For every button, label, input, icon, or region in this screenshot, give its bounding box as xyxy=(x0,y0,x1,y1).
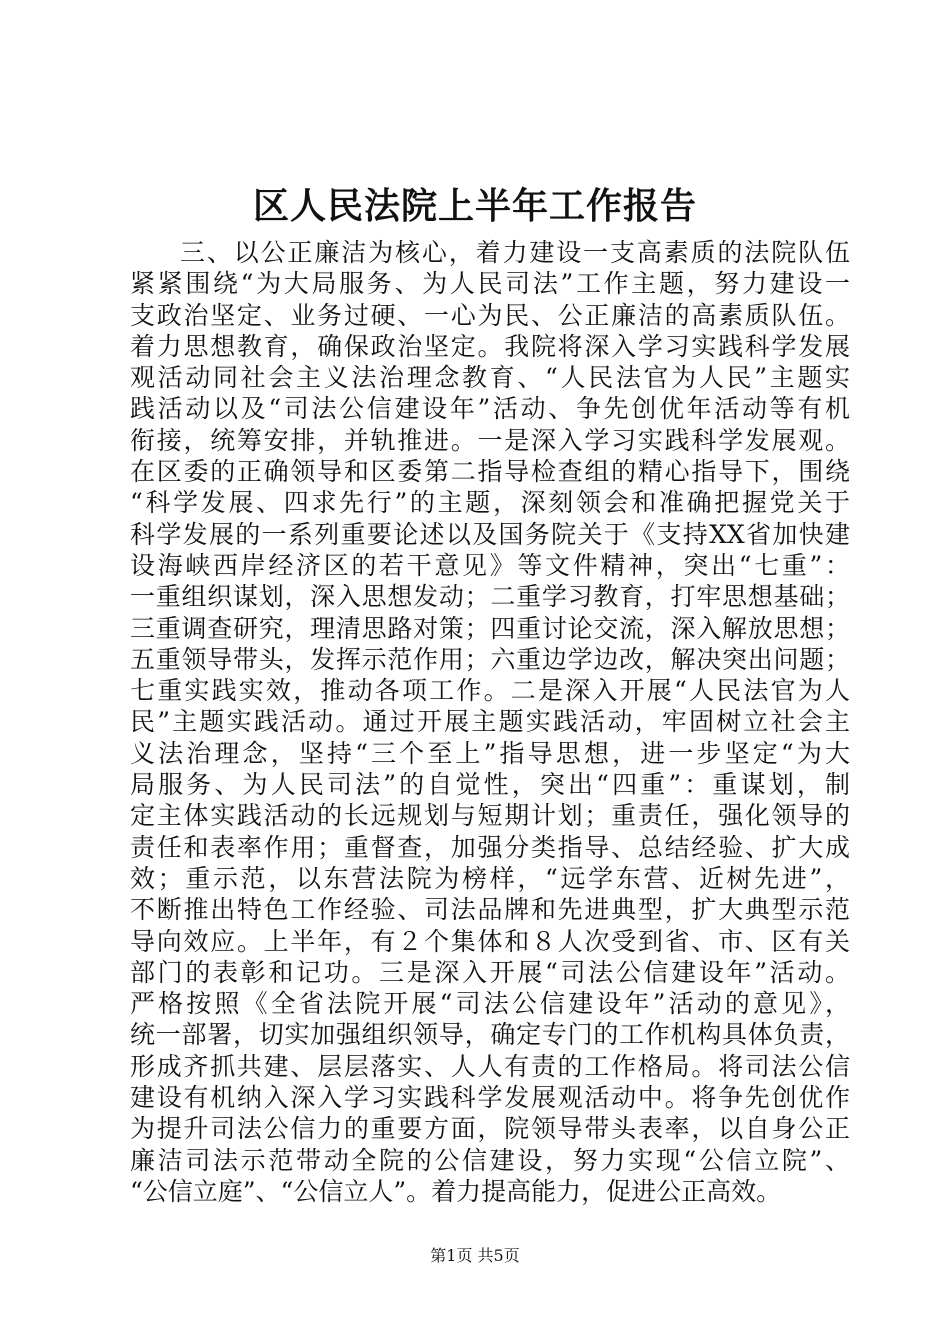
document-body xyxy=(130,237,850,1207)
body-line: 为提升司法公信力的重要方面，院领导带头表率，以自身公正 xyxy=(130,1114,850,1144)
body-line: 设海峡西岸经济区的若干意见》等文件精神，突出“七重”： xyxy=(130,550,850,580)
body-line: 形成齐抓共建、层层落实、人人有责的工作格局。将司法公信 xyxy=(130,1051,850,1081)
body-line: 义法治理念，坚持“三个至上”指导思想，进一步坚定“为大 xyxy=(130,738,850,768)
page-number-footer: 第1页 共5页 xyxy=(430,1246,520,1265)
body-line: 三重调查研究，理清思路对策；四重讨论交流，深入解放思想； xyxy=(130,613,850,643)
body-line: 严格按照《全省法院开展“司法公信建设年”活动的意见》， xyxy=(130,989,850,1019)
body-line: 效；重示范，以东营法院为榜样，“远学东营、近树先进”， xyxy=(130,863,850,893)
body-line: 一重组织谋划，深入思想发动；二重学习教育，打牢思想基础； xyxy=(130,582,850,612)
body-line: 建设有机纳入深入学习实践科学发展观活动中。将争先创优作 xyxy=(130,1083,850,1113)
document-title: 区人民法院上半年工作报告 xyxy=(252,185,697,227)
body-line: 民”主题实践活动。通过开展主题实践活动，牢固树立社会主 xyxy=(130,707,850,737)
body-line: 导向效应。上半年，有２个集体和８人次受到省、市、区有关 xyxy=(130,926,850,956)
body-line: 三、以公正廉洁为核心，着力建设一支高素质的法院队伍 xyxy=(180,238,850,267)
body-line: “科学发展、四求先行”的主题，深刻领会和准确把握党关于 xyxy=(130,488,850,518)
body-line: 七重实践实效，推动各项工作。二是深入开展“人民法官为人 xyxy=(130,676,850,706)
body-line: 紧紧围绕“为大局服务、为人民司法”工作主题，努力建设一 xyxy=(130,269,850,299)
body-line: 衔接，统筹安排，并轨推进。一是深入学习实践科学发展观。 xyxy=(130,425,850,455)
body-line: 践活动以及“司法公信建设年”活动、争先创优年活动等有机 xyxy=(130,394,850,424)
body-line: 科学发展的一系列重要论述以及国务院关于《支持XX省加快建 xyxy=(130,519,850,549)
body-line: 观活动同社会主义法治理念教育、“人民法官为人民”主题实 xyxy=(130,363,850,393)
body-line: 五重领导带头，发挥示范作用；六重边学边改，解决突出问题； xyxy=(130,644,850,674)
body-line: 责任和表率作用；重督查，加强分类指导、总结经验、扩大成 xyxy=(130,832,850,862)
body-line: 定主体实践活动的长远规划与短期计划；重责任，强化领导的 xyxy=(130,801,850,831)
body-line: 廉洁司法示范带动全院的公信建设，努力实现“公信立院”、 xyxy=(130,1145,850,1175)
body-line: 局服务、为人民司法”的自觉性，突出“四重”：重谋划，制 xyxy=(130,770,850,800)
body-line: 统一部署，切实加强组织领导，确定专门的工作机构具体负责， xyxy=(130,1020,850,1050)
body-line: 在区委的正确领导和区委第二指导检查组的精心指导下，围绕 xyxy=(130,457,850,487)
body-line: 部门的表彰和记功。三是深入开展“司法公信建设年”活动。 xyxy=(130,957,850,987)
body-line: 不断推出特色工作经验、司法品牌和先进典型，扩大典型示范 xyxy=(130,895,850,925)
body-line: “公信立庭”、“公信立人”。着力提高能力，促进公正高效。 xyxy=(130,1176,782,1206)
body-line: 支政治坚定、业务过硬、一心为民、公正廉洁的高素质队伍。 xyxy=(130,300,850,330)
body-line: 着力思想教育，确保政治坚定。我院将深入学习实践科学发展 xyxy=(130,331,850,361)
